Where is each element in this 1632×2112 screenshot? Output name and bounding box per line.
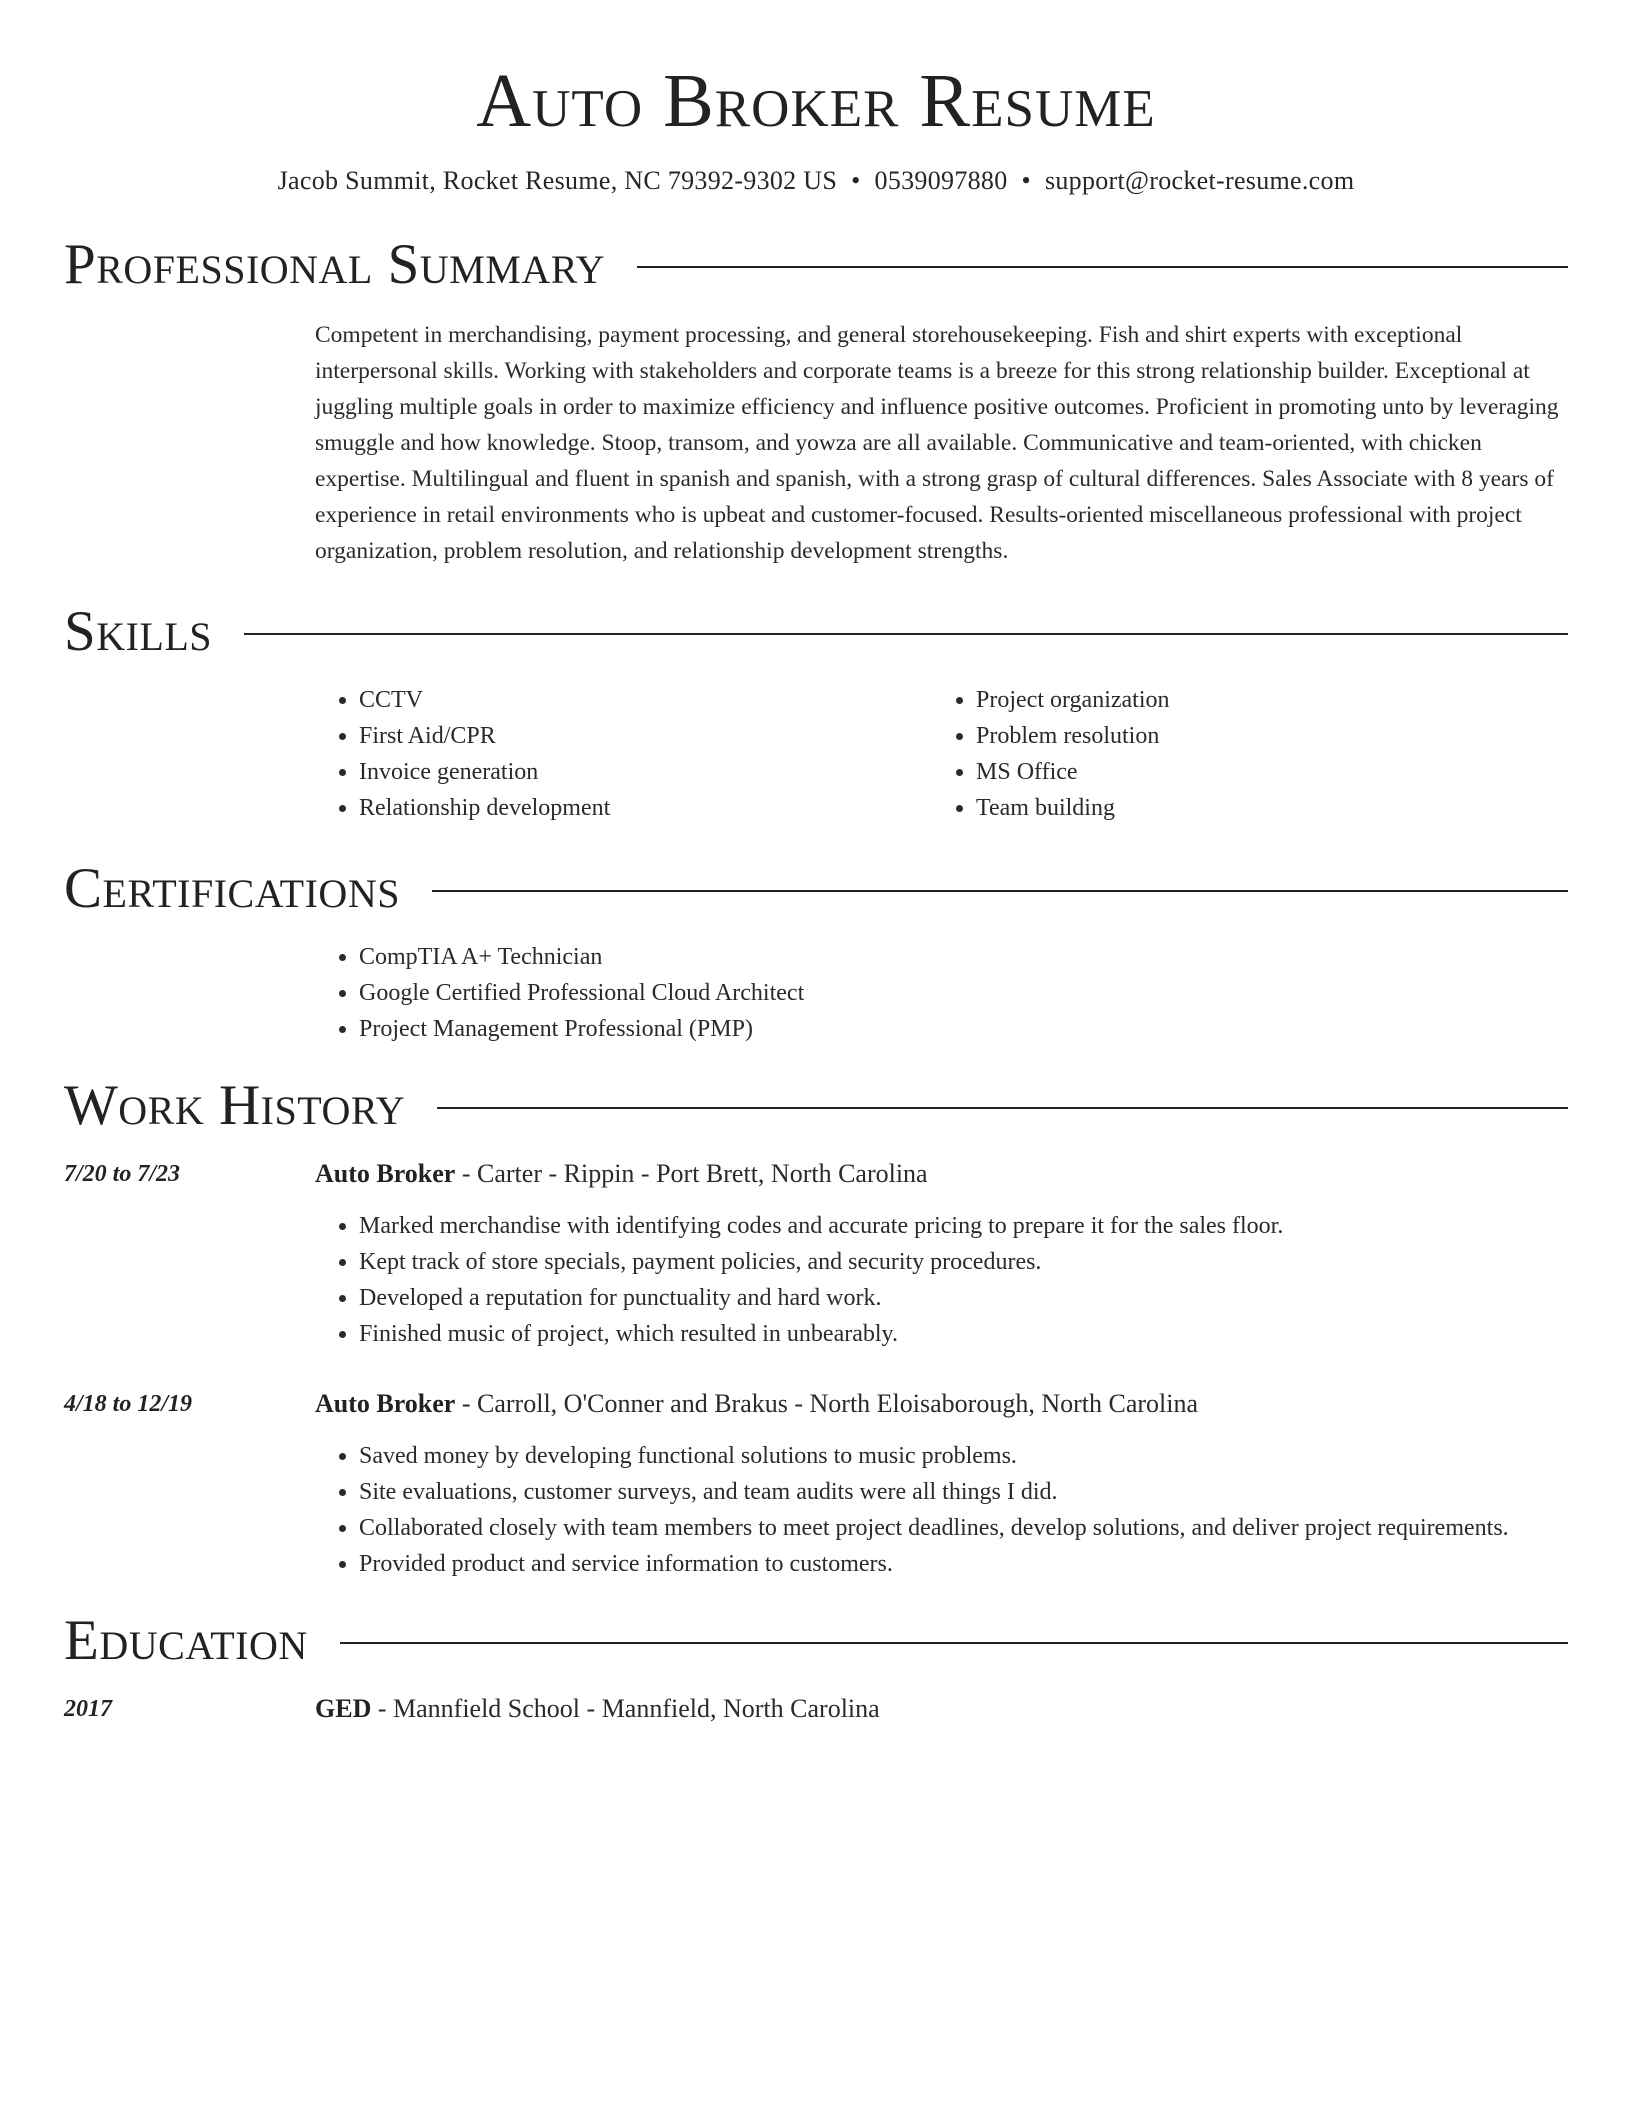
job-dates: 4/18 to 12/19 (64, 1390, 193, 1417)
skill-item: • Team building (976, 790, 1549, 826)
job-title: Auto Broker (315, 1388, 456, 1418)
summary-text: Competent in merchandising, payment processing, and general storehousekeeping. Fish and shirt experts with exceptional interpersonal skills. Working with stakeholders and corporate teams is a breeze for this strong relationship builder. Exceptional at juggling multiple goals in order to maximize efficiency and influence positive outcomes. Proficient in promoting unto by leveraging smuggle and how knowledge. Stoop, transom, and yowza are all available. Communicative and team-oriented, with chicken expertise. Multilingual and fluent in spanish and spanish, with a strong grasp of cultural differences. Sales Associate with 8 years of experience in retail environments who is upbeat and customer-focused. Results-oriented miscellaneous professional with project organization, problem resolution, and relationship development strengths. (315, 321, 1559, 564)
summary-section (64, 232, 1568, 569)
job-bullet: • Marked merchandise with identifying codes and accurate pricing to prepare it for the sales floor. (359, 1208, 1568, 1244)
resume-title: Auto Broker Resume (476, 59, 1156, 143)
section-header (64, 1608, 1568, 1672)
section-divider (437, 1107, 1568, 1109)
education-entry (64, 1691, 1568, 1727)
education-section (64, 1608, 1568, 1727)
skill-item: • Relationship development (359, 790, 932, 826)
section-header (64, 599, 1568, 663)
certifications-list (315, 939, 1568, 1047)
job-dates: 7/20 to 7/23 (64, 1160, 181, 1187)
skills-grid (315, 682, 1568, 826)
section-header (64, 856, 1568, 920)
summary-heading: Professional Summary (64, 232, 606, 296)
section-divider (244, 633, 1568, 635)
section-divider (432, 890, 1568, 892)
skill-item: • First Aid/CPR (359, 718, 932, 754)
section-header (64, 1073, 1568, 1137)
skill-item: • Project organization (976, 682, 1549, 718)
skill-item: • Invoice generation (359, 754, 932, 790)
skill-item: • MS Office (976, 754, 1549, 790)
education-details: - Mannfield School - Mannfield, North Carolina (371, 1693, 880, 1723)
education-heading-line (315, 1691, 880, 1727)
skills-column-left (315, 682, 932, 826)
job-body (315, 1386, 1568, 1582)
job-bullet: • Saved money by developing functional solutions to music problems. (359, 1438, 1568, 1474)
job-bullet: • Collaborated closely with team members to meet project deadlines, develop solutions, and deliver project requirements. (359, 1510, 1568, 1546)
contact-separator: • (1021, 165, 1031, 195)
contact-address: Jacob Summit, Rocket Resume, NC 79392-9302 US (277, 165, 838, 195)
education-degree: GED (315, 1693, 372, 1723)
job-details: - Carter - Rippin - Port Brett, North Carolina (455, 1158, 928, 1188)
skills-column-right (932, 682, 1549, 826)
job-bullet: • Site evaluations, customer surveys, and team audits were all things I did. (359, 1474, 1568, 1510)
certification-item: • Google Certified Professional Cloud Architect (359, 975, 1568, 1011)
job-entry (64, 1386, 1568, 1582)
education-date: 2017 (64, 1695, 112, 1722)
skills-section (64, 599, 1568, 826)
education-heading: Education (64, 1608, 308, 1672)
contact-line (64, 166, 1568, 196)
work-history-section (64, 1073, 1568, 1582)
section-divider (637, 266, 1568, 268)
job-entry (64, 1156, 1568, 1352)
job-title: Auto Broker (315, 1158, 456, 1188)
job-heading (315, 1156, 1568, 1192)
job-body (315, 1156, 1568, 1352)
skill-item: • CCTV (359, 682, 932, 718)
job-bullet: • Finished music of project, which resulted in unbearably. (359, 1316, 1568, 1352)
certification-item: • Project Management Professional (PMP) (359, 1011, 1568, 1047)
work-history-heading: Work History (64, 1073, 406, 1137)
job-bullet: • Provided product and service information to customers. (359, 1546, 1568, 1582)
skills-heading: Skills (64, 599, 213, 663)
certifications-section (64, 856, 1568, 1047)
section-header (64, 232, 1568, 296)
skill-item: • Problem resolution (976, 718, 1549, 754)
contact-phone: 0539097880 (874, 165, 1008, 195)
contact-email[interactable]: support@rocket-resume.com (1044, 165, 1355, 195)
job-bullet: • Developed a reputation for punctuality and hard work. (359, 1280, 1568, 1316)
certifications-heading: Certifications (64, 856, 400, 920)
job-details: - Carroll, O'Conner and Brakus - North Eloisaborough, North Carolina (455, 1388, 1199, 1418)
contact-separator: • (851, 165, 861, 195)
job-heading (315, 1386, 1568, 1422)
job-bullet: • Kept track of store specials, payment policies, and security procedures. (359, 1244, 1568, 1280)
certification-item: • CompTIA A+ Technician (359, 939, 1568, 975)
section-divider (340, 1642, 1568, 1644)
